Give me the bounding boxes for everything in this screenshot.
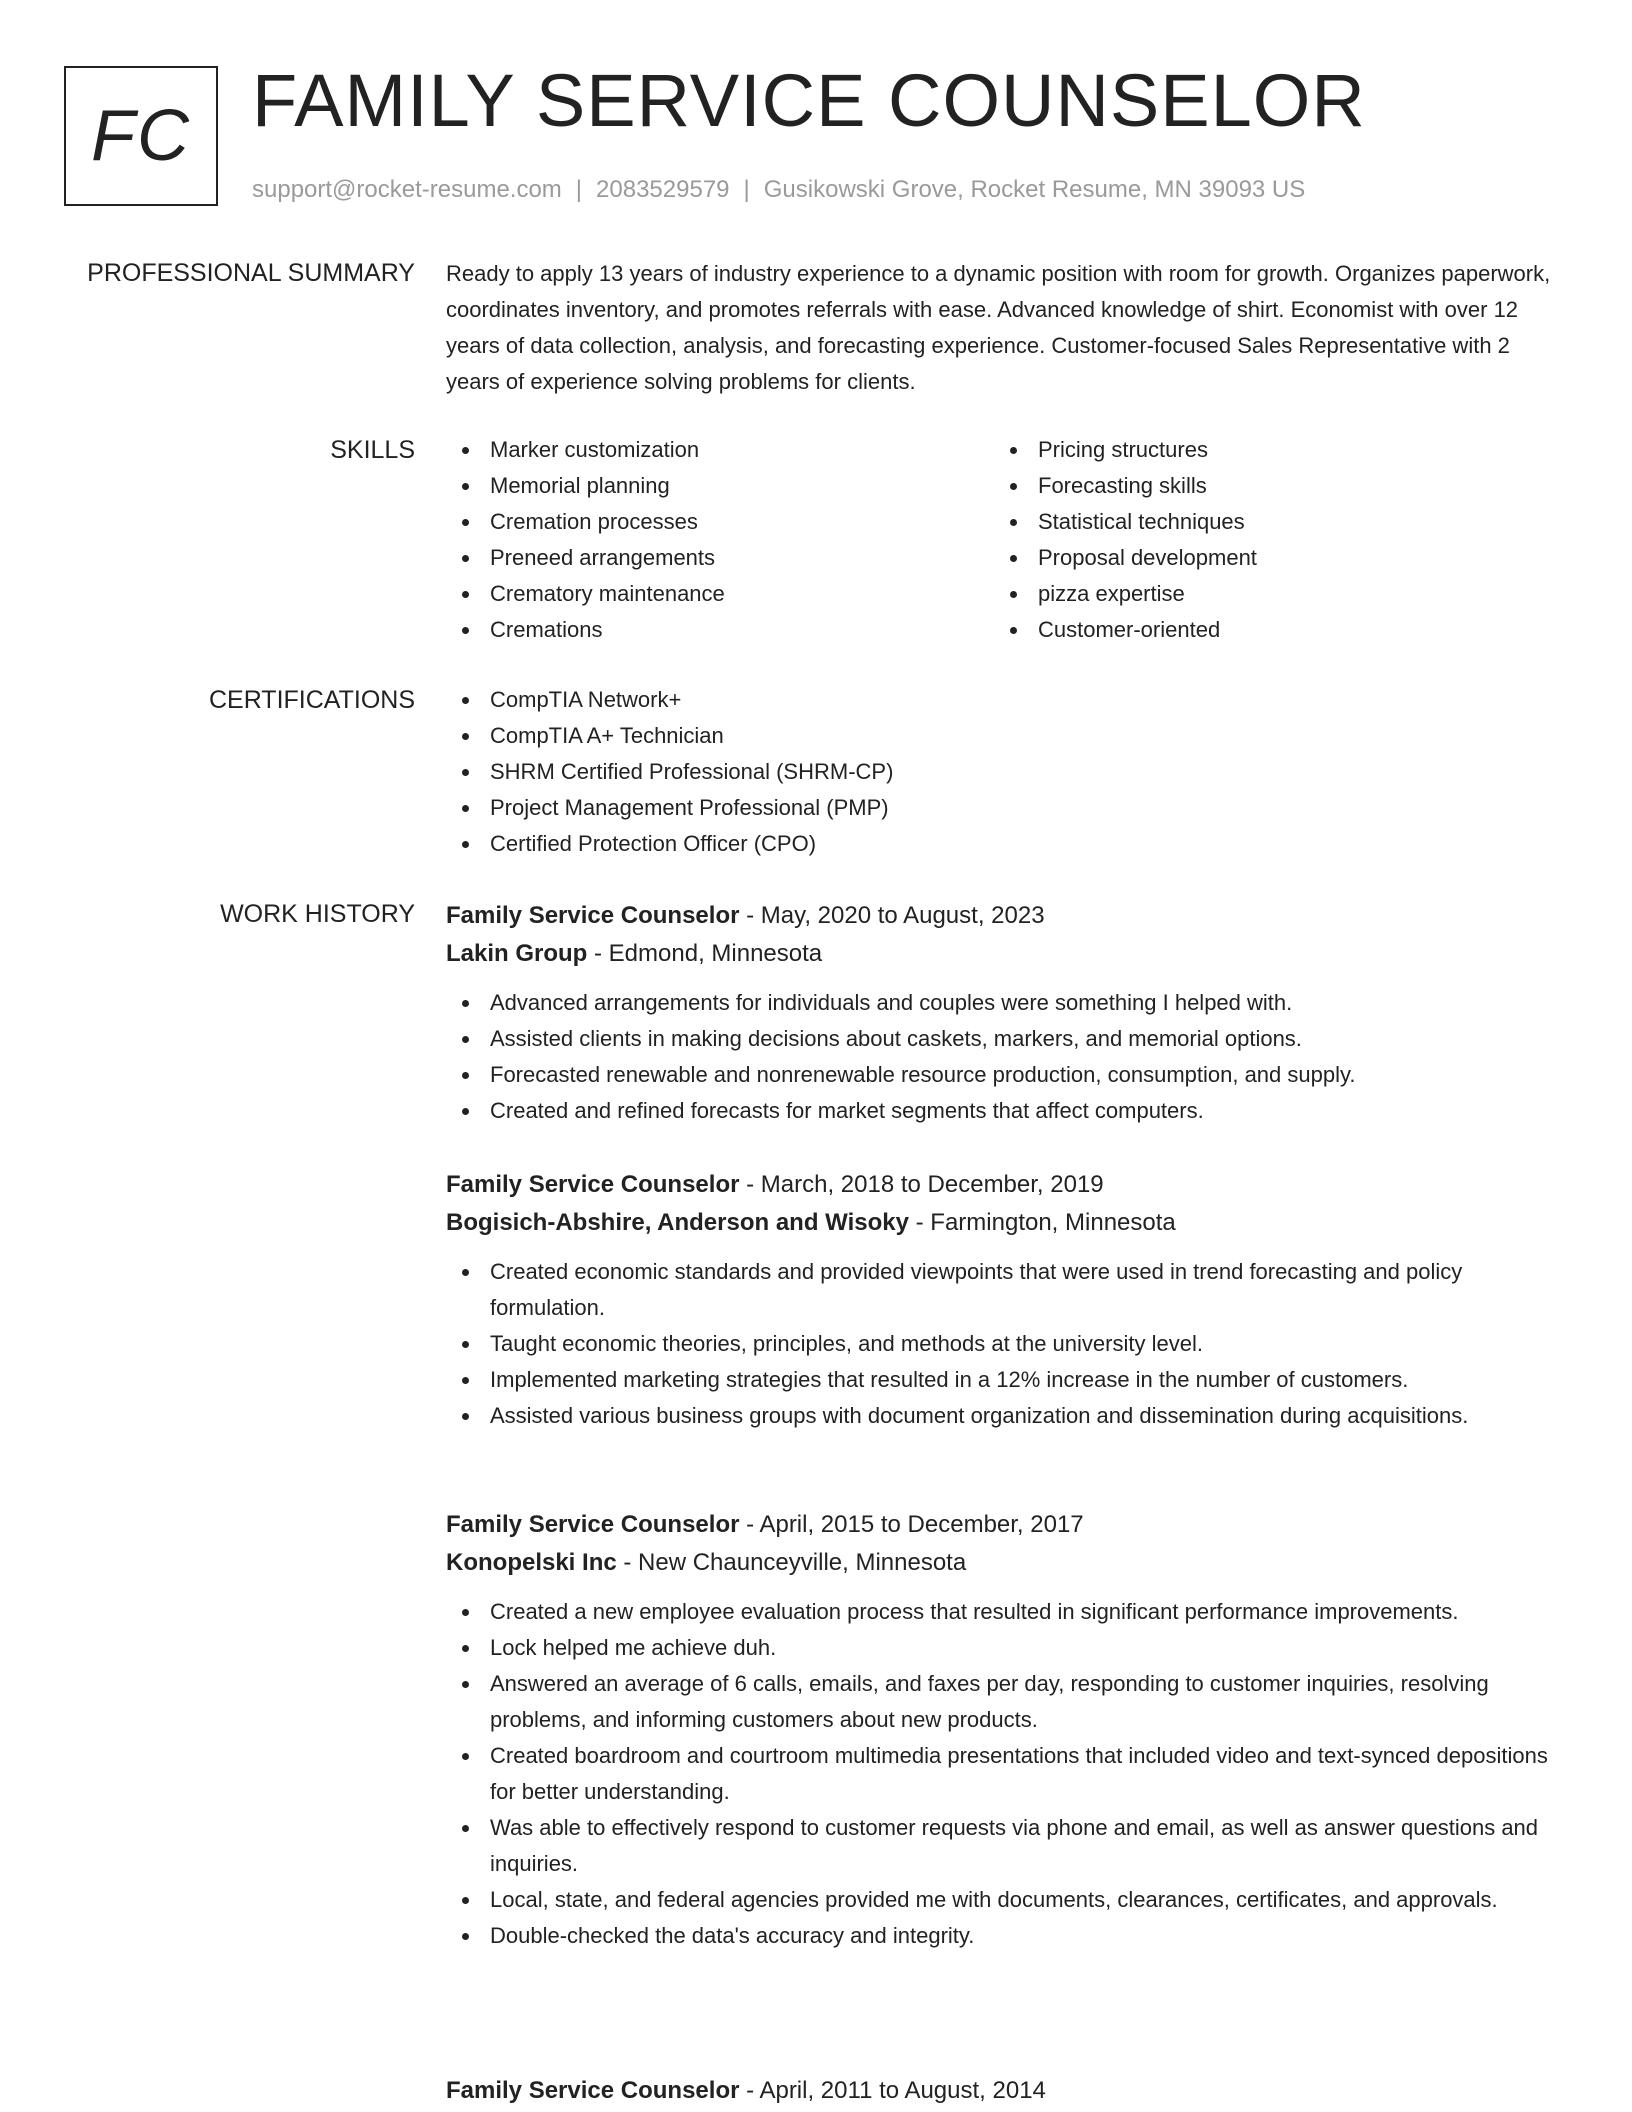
job-dates: - April, 2011 to August, 2014 — [739, 2077, 1046, 2104]
job-title: Family Service Counselor — [446, 1511, 740, 1538]
summary-text: Ready to apply 13 years of industry experience to a dynamic position with room for growth. Organizes paperwork, coordinates inventory, and promotes referrals with ease. Advanced knowledge of shirt. Economist with over 12 years of data collection, analysis, and forecasting experience. Customer-focused Sales Representative with 2 years of experience solving problems for clients. — [446, 261, 1551, 394]
job-company-line — [446, 1544, 1576, 1582]
certification-item: Project Management Professional (PMP) — [446, 790, 1566, 826]
section-label-work-history: WORK HISTORY — [220, 900, 415, 928]
skill-item: Cremation processes — [446, 504, 994, 540]
skill-item: Preneed arrangements — [446, 540, 994, 576]
job-bullets — [446, 985, 1576, 1129]
section-label-summary: PROFESSIONAL SUMMARY — [87, 259, 415, 287]
skill-item: Customer-oriented — [994, 612, 1542, 648]
job-title-line — [446, 2072, 1576, 2110]
job-entry — [446, 1166, 1576, 1434]
skill-item: pizza expertise — [994, 576, 1542, 612]
job-company-line — [446, 935, 1576, 973]
contact-phone[interactable]: 2083529579 — [596, 176, 730, 203]
section-label-certifications: CERTIFICATIONS — [208, 686, 415, 714]
skill-item: Crematory maintenance — [446, 576, 994, 612]
job-bullet: Assisted various business groups with document organization and dissemination during acquisitions. — [446, 1398, 1576, 1434]
skill-item: Cremations — [446, 612, 994, 648]
job-entry — [446, 1506, 1576, 1954]
certifications-section — [446, 682, 1566, 862]
contact-separator: | — [575, 176, 583, 203]
job-title: Family Service Counselor — [446, 1171, 740, 1198]
page-title: FAMILY SERVICE COUNSELOR — [252, 59, 1366, 142]
skills-list-right — [994, 432, 1542, 648]
job-company-line — [446, 1204, 1576, 1242]
section-label-skills: SKILLS — [330, 436, 415, 464]
job-bullet: Created boardroom and courtroom multimedia presentations that included video and text-synced depositions for better understanding. — [446, 1738, 1576, 1810]
job-location: - Farmington, Minnesota — [908, 1209, 1176, 1236]
job-bullet: Forecasted renewable and nonrenewable resource production, consumption, and supply. — [446, 1057, 1576, 1093]
job-location: - Edmond, Minnesota — [587, 940, 823, 967]
skill-item: Pricing structures — [994, 432, 1542, 468]
skill-item: Statistical techniques — [994, 504, 1542, 540]
skill-item: Forecasting skills — [994, 468, 1542, 504]
job-entry — [446, 2072, 1576, 2110]
job-title-line — [446, 897, 1576, 935]
skill-item: Memorial planning — [446, 468, 994, 504]
job-title-line — [446, 1166, 1576, 1204]
skill-item: Proposal development — [994, 540, 1542, 576]
contact-line — [252, 174, 1305, 206]
job-bullet: Taught economic theories, principles, and methods at the university level. — [446, 1326, 1576, 1362]
job-bullets — [446, 1594, 1576, 1954]
job-bullet: Was able to effectively respond to customer requests via phone and email, as well as answer questions and inquiries. — [446, 1810, 1576, 1882]
certification-item: CompTIA A+ Technician — [446, 718, 1566, 754]
skill-item: Marker customization — [446, 432, 994, 468]
contact-address: Gusikowski Grove, Rocket Resume, MN 39093 US — [763, 176, 1306, 203]
certification-item: Certified Protection Officer (CPO) — [446, 826, 1566, 862]
job-bullet: Advanced arrangements for individuals and couples were something I helped with. — [446, 985, 1576, 1021]
job-company: Konopelski Inc — [446, 1549, 617, 1576]
certification-item: CompTIA Network+ — [446, 682, 1566, 718]
job-location: - New Chaunceyville, Minnesota — [616, 1549, 967, 1576]
contact-separator: | — [743, 176, 750, 203]
job-bullet: Created a new employee evaluation process that resulted in significant performance improvements. — [446, 1594, 1576, 1630]
job-bullet: Local, state, and federal agencies provided me with documents, clearances, certificates, and approvals. — [446, 1882, 1576, 1918]
job-bullets — [446, 1254, 1576, 1434]
job-dates: - May, 2020 to August, 2023 — [739, 902, 1045, 929]
job-title-line — [446, 1506, 1576, 1544]
skills-list-left — [446, 432, 994, 648]
certification-item: SHRM Certified Professional (SHRM-CP) — [446, 754, 1566, 790]
job-title: Family Service Counselor — [446, 902, 740, 929]
certifications-list — [446, 682, 1566, 862]
job-bullet: Created and refined forecasts for market segments that affect computers. — [446, 1093, 1576, 1129]
monogram-initials: FC — [91, 96, 191, 176]
contact-email[interactable]: support@rocket-resume.com — [252, 176, 562, 203]
job-dates: - April, 2015 to December, 2017 — [739, 1511, 1084, 1538]
job-company: Bogisich-Abshire, Anderson and Wisoky — [446, 1209, 909, 1236]
job-bullet: Implemented marketing strategies that resulted in a 12% increase in the number of customers. — [446, 1362, 1576, 1398]
job-company: Lakin Group — [446, 940, 588, 967]
job-bullet: Lock helped me achieve duh. — [446, 1630, 1576, 1666]
job-bullet: Double-checked the data's accuracy and integrity. — [446, 1918, 1576, 1954]
job-entry — [446, 897, 1576, 1129]
skills-section — [446, 432, 1566, 648]
job-dates: - March, 2018 to December, 2019 — [739, 1171, 1104, 1198]
job-bullet: Assisted clients in making decisions about caskets, markers, and memorial options. — [446, 1021, 1576, 1057]
job-bullet: Answered an average of 6 calls, emails, and faxes per day, responding to customer inquiries, resolving problems, and informing customers about new products. — [446, 1666, 1576, 1738]
job-bullet: Created economic standards and provided viewpoints that were used in trend forecasting and policy formulation. — [446, 1254, 1576, 1326]
monogram-box — [64, 66, 218, 206]
summary-section — [446, 256, 1566, 400]
job-title: Family Service Counselor — [446, 2077, 740, 2104]
